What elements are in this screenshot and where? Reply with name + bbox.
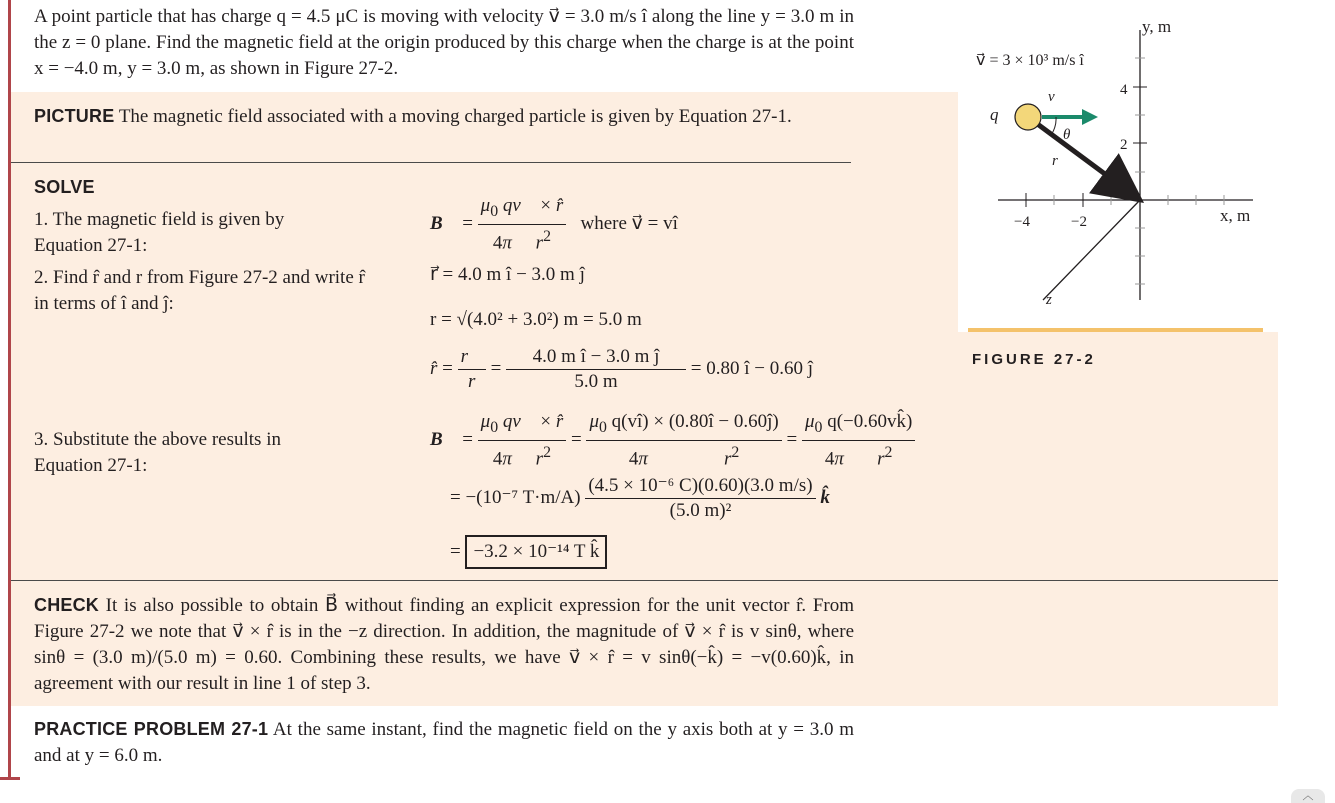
equation-1: B⃗ = $\frac{\mu_0 qv⃗ \times r̂}{4\pi r^2}$ where v⃗ = vî [430,195,678,254]
equation-3-line-2: = −(10⁻⁷ T·m/A) $\frac{\text{(4.5 × 10⁻⁶ C)(0.60)(3.0 m/s)}}{\text{(5.0 m)²}}$ k̂ [450,475,830,521]
r-hat-numerator: 4.0 m î − 3.0 m ĵ [506,345,686,370]
step-1: 1. The magnetic field is given by Equation 27-1: [34,209,285,256]
equation-3-result: = −3.2 × 10⁻¹⁴ T k̂ [450,535,607,569]
check-section [34,592,854,697]
eq3-numerator: (4.5 × 10⁻⁶ C)(0.60)(3.0 m/s) [585,474,815,499]
rule-after-picture [11,162,851,163]
picture-heading: PICTURE [34,106,115,126]
figure-caption: FIGURE 27-2 [972,351,1096,368]
eq3-middle-numerator: q(vî) × (0.80î − 0.60ĵ) [611,411,779,432]
check-heading: CHECK [34,595,100,615]
charged-particle [1015,104,1041,130]
rule-before-check [11,580,1278,581]
x-axis-label: x, m [1220,206,1251,225]
result-box: −3.2 × 10⁻¹⁴ T k̂ [465,535,607,569]
x-tick-label-minus-2: −2 [1071,214,1087,230]
r-label: r⃗ [1052,153,1070,169]
equation-r-hat: r̂ = $\frac{r⃗}{r}$ = $\frac{\text{4.0 m î − 3.0 m ĵ}}{5.0 m}$ = 0.80 î − 0.60 ĵ [430,346,814,392]
eq3-last-numerator: q(−0.60vk̂) [827,411,913,432]
check-text: It is also possible to obtain B⃗ without finding an explicit expression for the unit vector r̂. From Figure 27-2 we note that v⃗ × r̂ is in the −z direction. In addition, the magnitude of v⃗ × r̂ is v sinθ, where sinθ = (3.0 m)/(5.0 m) = 0.60. Combining these results, we have v⃗ × r̂ = v sinθ(−k̂) = −v(0.60)k̂, in agreement with our result in line 1 of step 3. [34,595,854,694]
eq3-constant: = −(10⁻⁷ T·m/A) [450,486,581,508]
velocity-label: v⃗ = 3 × 10³ m/s î [976,52,1084,69]
x-tick-label-minus-4: −4 [1014,214,1030,230]
r-hat-result: = 0.80 î − 0.60 ĵ [690,357,814,379]
equation-r-magnitude: r = √(4.0² + 3.0²) m = 5.0 m [430,309,642,330]
equation-1-where: where v⃗ = vî [580,212,678,234]
solve-heading: SOLVE [34,177,95,197]
step-2: 2. Find r̂ and r from Figure 27-2 and write r̂ in terms of î and ĵ: [34,267,365,314]
z-axis-label: z [1046,292,1052,308]
left-margin-foot [0,777,20,780]
velocity-arrowhead [1082,109,1098,125]
charge-label: q [990,105,999,124]
scroll-up-tab[interactable]: ︿ [1291,789,1325,803]
problem-statement: A point particle that has charge q = 4.5 μC is moving with velocity v⃗ = 3.0 m/s î along the line y = 3.0 m in the z = 0 plane. Find the magnetic field at the origin produced by this charge when the charge is at the point x = −4.0 m, y = 3.0 m, as shown in Figure 27-2. [34,6,854,79]
step-3: 3. Substitute the above results in Equation 27-1: [34,429,281,476]
figure-27-2 [958,0,1278,378]
practice-heading: PRACTICE PROBLEM 27-1 [34,719,269,739]
picture-text: The magnetic field associated with a moving charged particle is given by Equation 27-1. [118,106,792,127]
equation-3-line-1: B⃗ = $\frac{\mu_0 qv⃗ \times r̂}{4\pi r^2}$ = $\frac{\mu_0 q(vî) \times (0.80î - 0.60ĵ)}{4\pi r^2}$ = $\frac{\mu_0 q(-0.60vk̂)}{4\pi r^2}$ [430,410,915,471]
practice-text: At the same instant, find the magnetic field on the y axis both at y = 3.0 m and at y = 6.0 m. [34,719,855,766]
y-tick-label-2: 2 [1120,137,1128,153]
v-label: v⃗ [1048,89,1067,105]
picture-section [34,103,854,130]
practice-section [34,716,854,769]
equation-r-vector: r⃗ = 4.0 m î − 3.0 m ĵ [430,264,585,285]
eq3-denominator: (5.0 m)² [669,500,732,521]
y-tick-label-4: 4 [1120,82,1128,98]
theta-label: θ [1063,127,1071,143]
r-hat-denominator: 5.0 m [574,371,618,392]
y-axis-label: y, m [1142,17,1172,36]
z-axis [1043,200,1140,300]
